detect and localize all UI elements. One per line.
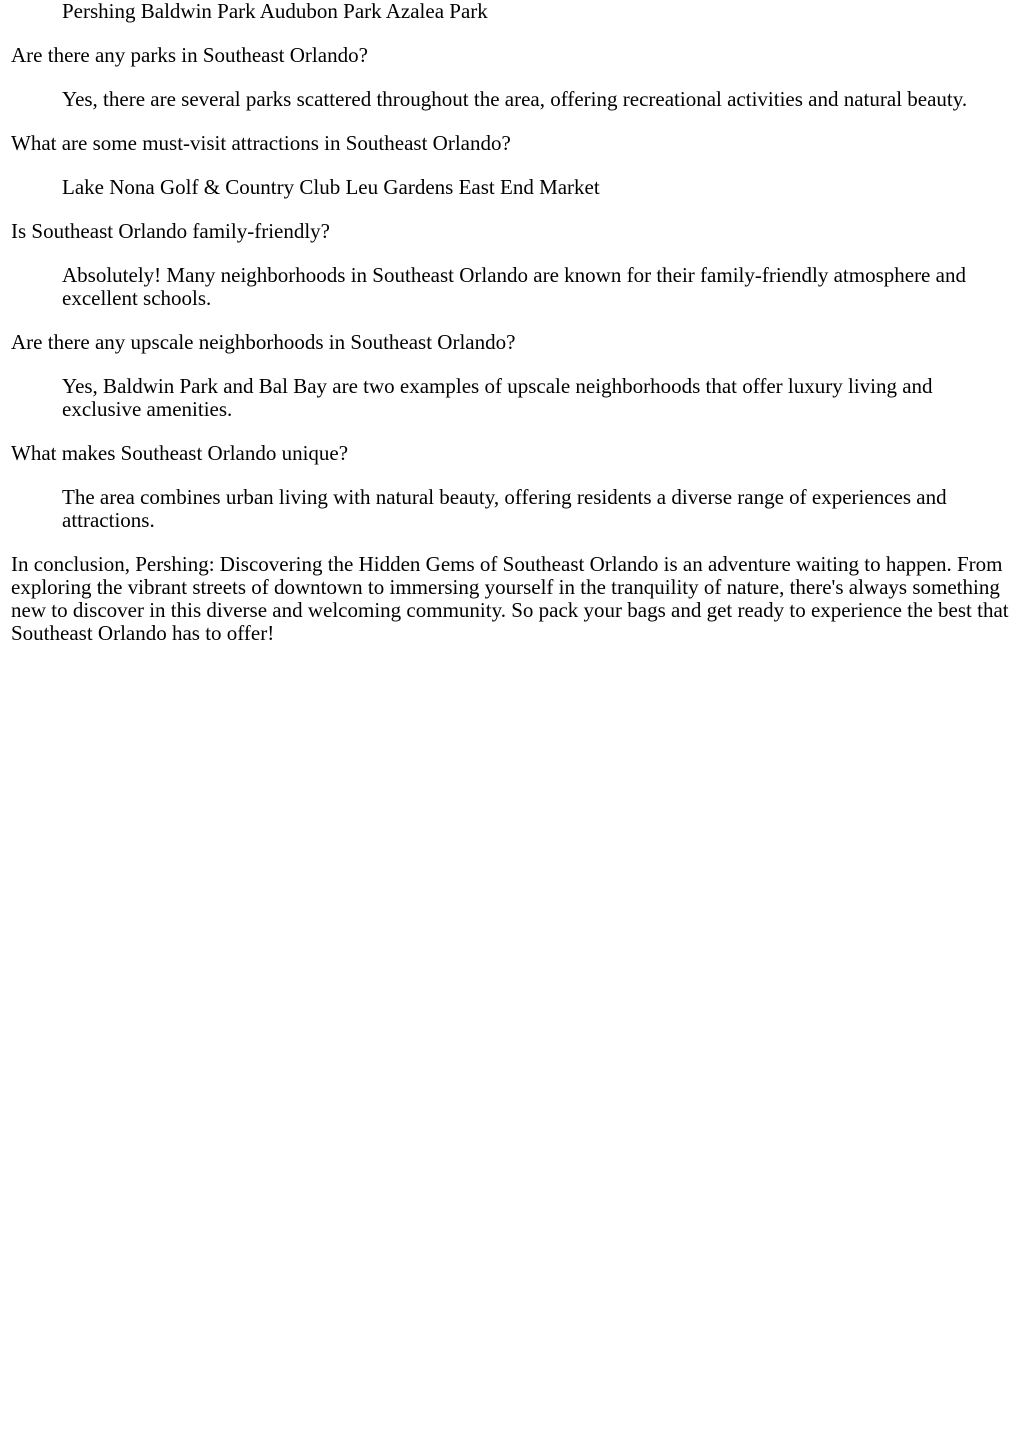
spacer [0, 155, 1024, 176]
faq-answer: The area combines urban living with natural beauty, offering residents a diverse range of experiences and attractions. [62, 485, 947, 532]
spacer [0, 199, 1024, 220]
spacer [0, 354, 1024, 375]
document-content [0, 0, 1024, 645]
faq-answer-neighborhoods: Pershing Baldwin Park Audubon Park Azalea Park [62, 0, 488, 23]
faq-question: Is Southeast Orlando family-friendly? [11, 219, 330, 243]
faq-list [0, 0, 1024, 553]
faq-question: What makes Southeast Orlando unique? [11, 441, 349, 465]
spacer [0, 23, 1024, 44]
spacer [0, 421, 1024, 442]
faq-answer: Absolutely! Many neighborhoods in Southeast Orlando are known for their family-friendly atmosphere and excellent schools. [62, 263, 966, 310]
spacer [0, 532, 1024, 553]
spacer [0, 465, 1024, 486]
faq-question: Are there any upscale neighborhoods in Southeast Orlando? [11, 330, 516, 354]
faq-answer: Yes, there are several parks scattered throughout the area, offering recreational activities and natural beauty. [62, 87, 968, 111]
conclusion-paragraph: In conclusion, Pershing: Discovering the Hidden Gems of Southeast Orlando is an adventure waiting to happen. From exploring the vibrant streets of downtown to immersing yourself in the tranquility of nature, there's always something new to discover in this diverse and welcoming community. So pack your bags and get ready to experience the best that Southeast Orlando has to offer! [11, 552, 1009, 645]
spacer [0, 310, 1024, 331]
faq-question: Are there any parks in Southeast Orlando? [11, 43, 368, 67]
faq-question: What are some must-visit attractions in Southeast Orlando? [11, 131, 511, 155]
faq-answer: Yes, Baldwin Park and Bal Bay are two examples of upscale neighborhoods that offer luxury living and exclusive amenities. [62, 374, 933, 421]
spacer [0, 243, 1024, 264]
spacer [0, 111, 1024, 132]
spacer [0, 67, 1024, 88]
faq-answer: Lake Nona Golf & Country Club Leu Gardens East End Market [62, 175, 600, 199]
